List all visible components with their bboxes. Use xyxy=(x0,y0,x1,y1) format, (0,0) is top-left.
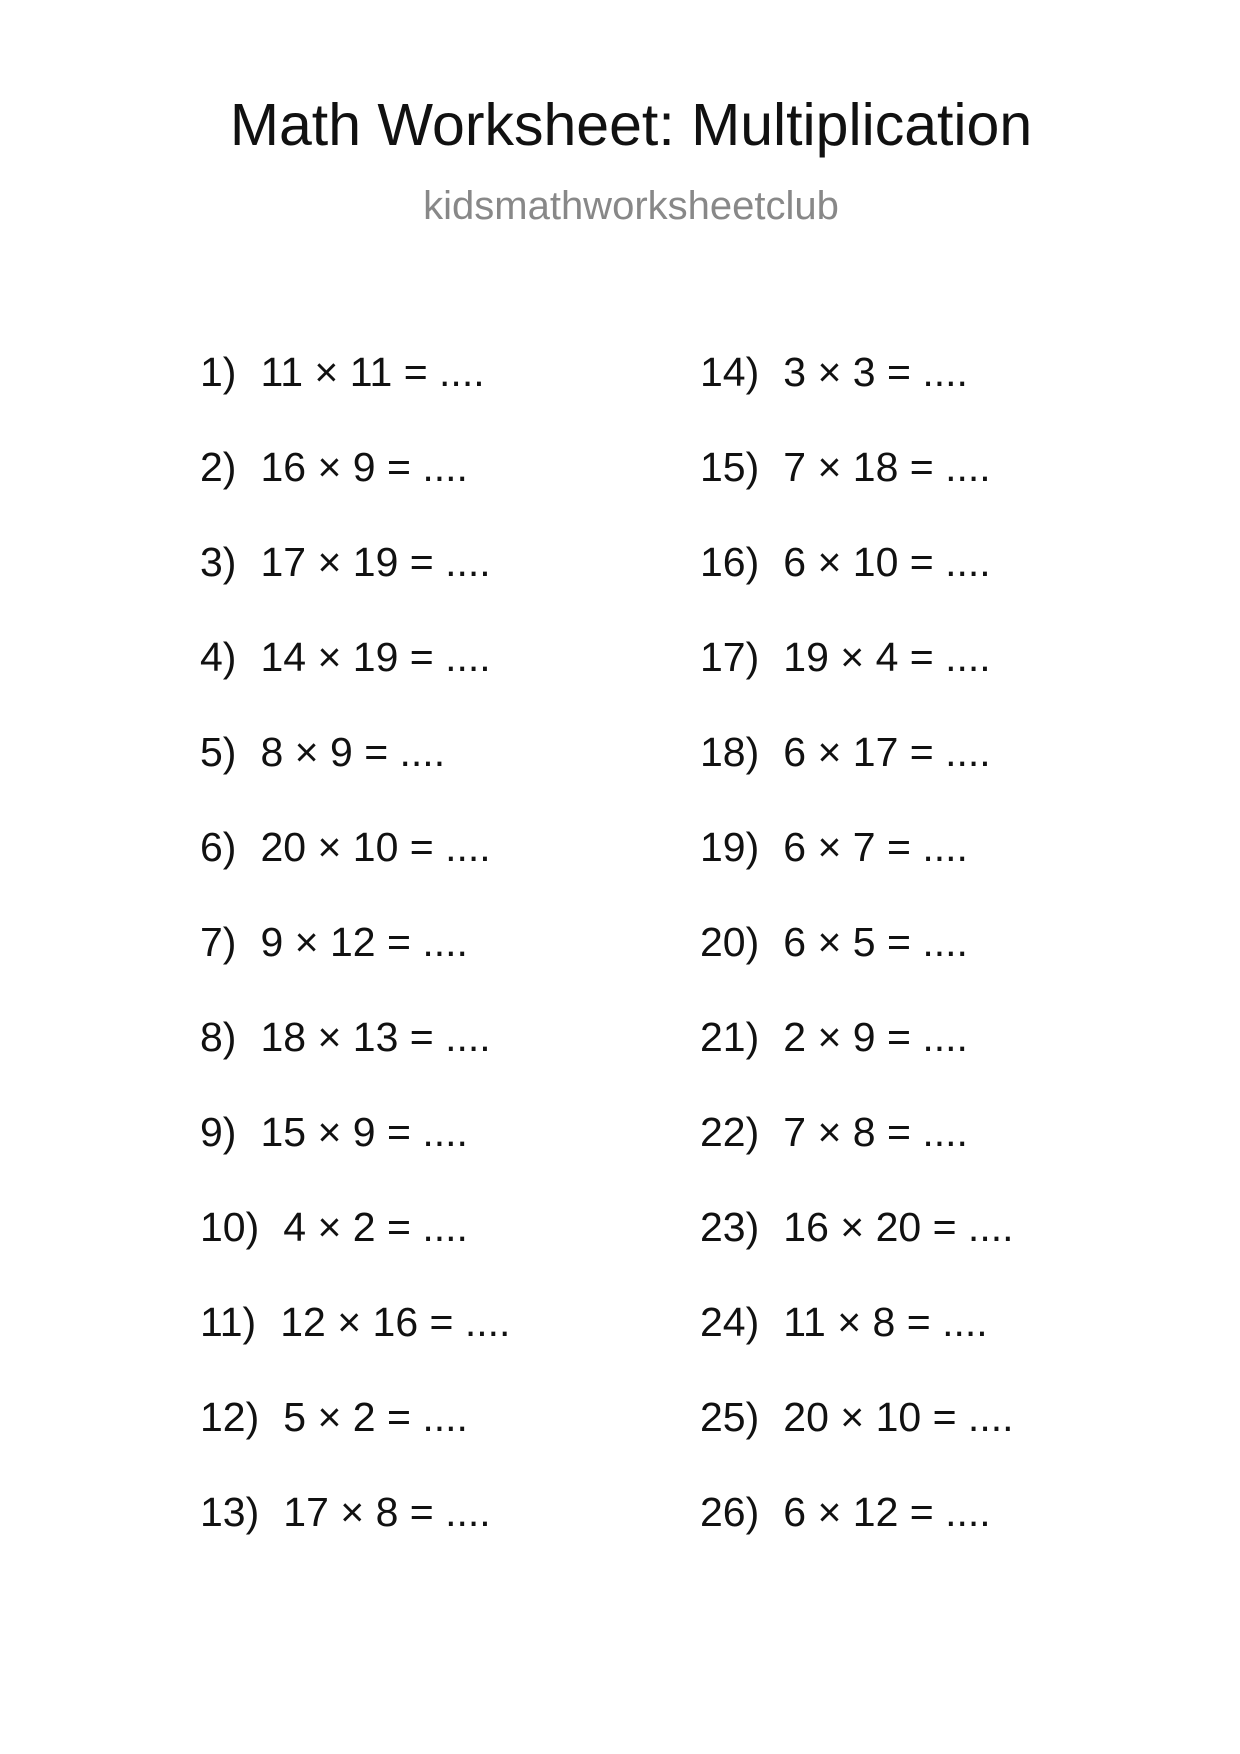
problem-item xyxy=(200,1394,510,1492)
problem-expression: 15 × 9 = .... xyxy=(260,1109,468,1155)
problem-expression: 6 × 7 = .... xyxy=(783,824,968,870)
problem-expression: 14 × 19 = .... xyxy=(260,634,491,680)
problem-number: 13) xyxy=(200,1489,260,1535)
problem-number: 17) xyxy=(700,634,760,680)
problem-list-right xyxy=(700,349,1014,1587)
problem-number: 22) xyxy=(700,1109,760,1155)
problem-item xyxy=(200,444,510,542)
problem-expression: 8 × 9 = .... xyxy=(260,729,446,775)
problem-expression: 4 × 2 = .... xyxy=(283,1204,468,1250)
worksheet-subtitle: kidsmathworksheetclub xyxy=(423,184,839,228)
problem-list-left xyxy=(200,349,511,1587)
problem-item xyxy=(700,1299,1014,1397)
problem-number: 25) xyxy=(700,1394,760,1440)
problem-number: 2) xyxy=(200,444,237,490)
problem-number: 23) xyxy=(700,1204,760,1250)
problem-number: 18) xyxy=(700,729,760,775)
problem-item xyxy=(700,444,1014,542)
problem-item xyxy=(200,539,510,637)
problem-number: 6) xyxy=(200,824,237,870)
problem-item xyxy=(200,919,510,1017)
problem-expression: 16 × 9 = .... xyxy=(260,444,468,490)
problem-expression: 11 × 8 = .... xyxy=(783,1299,988,1345)
problem-number: 1) xyxy=(200,349,237,395)
problem-item xyxy=(200,1489,510,1587)
problem-number: 8) xyxy=(200,1014,237,1060)
problem-expression: 6 × 17 = .... xyxy=(783,729,991,775)
problem-number: 4) xyxy=(200,634,237,680)
problem-item xyxy=(200,634,510,732)
problem-expression: 17 × 8 = .... xyxy=(283,1489,491,1535)
problem-expression: 6 × 10 = .... xyxy=(783,539,991,585)
problem-number: 24) xyxy=(700,1299,760,1345)
problem-number: 15) xyxy=(700,444,760,490)
problem-item xyxy=(700,634,1014,732)
problem-item xyxy=(700,1394,1014,1492)
problem-expression: 20 × 10 = .... xyxy=(783,1394,1014,1440)
problem-number: 10) xyxy=(200,1204,260,1250)
problem-expression: 11 × 11 = .... xyxy=(260,349,485,395)
problem-item xyxy=(200,824,510,922)
problem-number: 14) xyxy=(700,349,760,395)
problem-expression: 3 × 3 = .... xyxy=(783,349,968,395)
problem-number: 12) xyxy=(200,1394,260,1440)
problem-item xyxy=(700,349,1014,447)
problem-expression: 2 × 9 = .... xyxy=(783,1014,968,1060)
problem-item xyxy=(700,1109,1014,1207)
problem-number: 26) xyxy=(700,1489,760,1535)
problem-expression: 7 × 18 = .... xyxy=(783,444,991,490)
problem-item xyxy=(200,1299,511,1397)
problem-item xyxy=(200,1204,510,1302)
problem-number: 7) xyxy=(200,919,237,965)
problem-expression: 20 × 10 = .... xyxy=(260,824,491,870)
problem-expression: 17 × 19 = .... xyxy=(260,539,491,585)
problem-number: 19) xyxy=(700,824,760,870)
problem-item xyxy=(700,824,1014,922)
problem-item xyxy=(700,1014,1014,1112)
problem-item xyxy=(200,349,510,447)
problem-item xyxy=(700,1489,1014,1587)
problem-expression: 6 × 12 = .... xyxy=(783,1489,991,1535)
problem-expression: 18 × 13 = .... xyxy=(260,1014,491,1060)
problem-number: 11) xyxy=(200,1299,257,1345)
problem-item xyxy=(700,729,1014,827)
problem-expression: 16 × 20 = .... xyxy=(783,1204,1014,1250)
problem-expression: 9 × 12 = .... xyxy=(260,919,468,965)
problem-number: 21) xyxy=(700,1014,760,1060)
problem-item xyxy=(200,1109,510,1207)
problem-number: 9) xyxy=(200,1109,237,1155)
problem-number: 20) xyxy=(700,919,760,965)
problem-number: 5) xyxy=(200,729,237,775)
problem-expression: 19 × 4 = .... xyxy=(783,634,991,680)
problem-expression: 5 × 2 = .... xyxy=(283,1394,468,1440)
problem-expression: 6 × 5 = .... xyxy=(783,919,968,965)
problem-item xyxy=(700,539,1014,637)
problem-number: 3) xyxy=(200,539,237,585)
problem-item xyxy=(700,919,1014,1017)
problem-expression: 7 × 8 = .... xyxy=(783,1109,968,1155)
worksheet-title: Math Worksheet: Multiplication xyxy=(229,92,1033,158)
problem-item xyxy=(200,729,510,827)
problem-expression: 12 × 16 = .... xyxy=(280,1299,511,1345)
problem-number: 16) xyxy=(700,539,760,585)
problem-item xyxy=(700,1204,1014,1302)
problem-item xyxy=(200,1014,510,1112)
